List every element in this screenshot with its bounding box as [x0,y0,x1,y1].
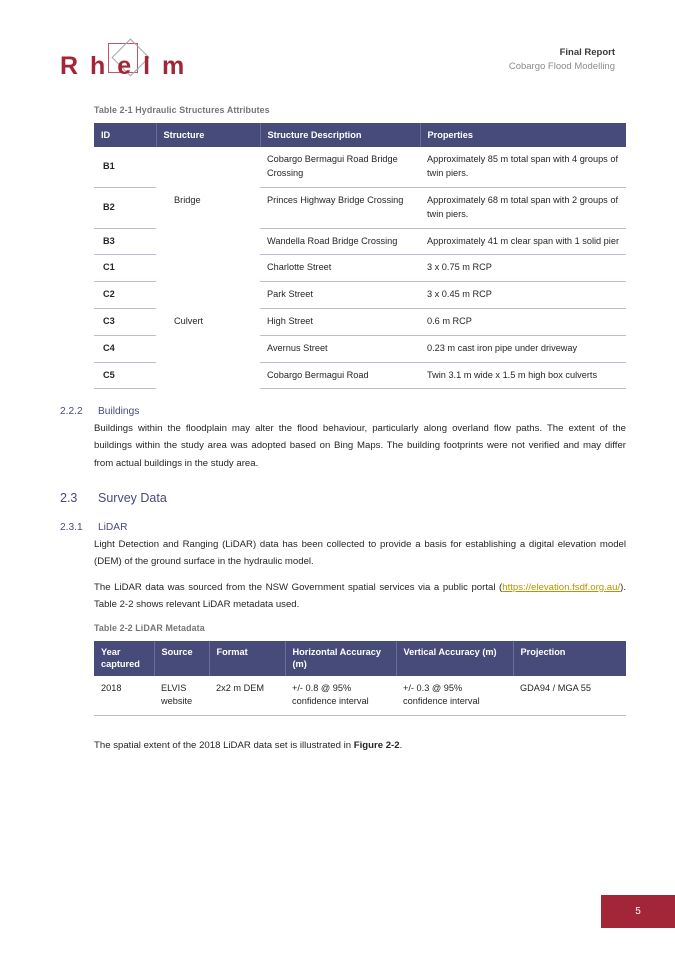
heading-title: Buildings [98,406,140,418]
cell-id: B3 [94,228,156,255]
rhelm-logo [60,42,210,86]
cell-properties: 0.6 m RCP [420,309,626,336]
table-2-2-caption: Table 2-2 LiDAR Metadata [94,622,205,633]
heading-buildings [60,406,626,417]
cell-properties: Approximately 68 m total span with 2 groups of twin piers. [420,188,626,229]
figure-reference: Figure 2-2 [353,740,400,752]
column-header-properties: Properties [420,123,626,147]
lidar-metadata-table [94,641,626,716]
cell-format: 2x2 m DEM [209,676,285,716]
cell-properties: 0.23 m cast iron pipe under driveway [420,335,626,362]
cell-id: C3 [94,309,156,336]
table-row [94,255,626,282]
cell-id: C2 [94,282,156,309]
cell-id: C4 [94,335,156,362]
cell-properties: 3 x 0.75 m RCP [420,255,626,282]
heading-number: 2.3 [60,490,78,505]
page-header [60,36,615,86]
heading-lidar [60,522,626,533]
header-report-info [509,46,615,74]
paragraph-lidar-2-prefix: The LiDAR data was sourced from the NSW Government spatial services via a public portal ( [94,581,503,593]
cell-description: Princes Highway Bridge Crossing [260,188,420,229]
column-header-vertical-accuracy: Vertical Accuracy (m) [396,641,513,676]
column-header-horizontal-accuracy: Horizontal Accuracy (m) [285,641,396,676]
cell-id: B2 [94,188,156,229]
heading-title: LiDAR [98,521,128,533]
cell-properties: 3 x 0.45 m RCP [420,282,626,309]
cell-description: Wandella Road Bridge Crossing [260,228,420,255]
report-title: Final Report [559,47,615,58]
cell-projection: GDA94 / MGA 55 [513,676,626,716]
cell-structure-culvert: Culvert [174,316,204,326]
cell-horizontal-accuracy: +/- 0.8 @ 95% confidence interval [285,676,396,716]
table-row [94,147,626,187]
cell-description: Park Street [260,282,420,309]
cell-year: 2018 [94,676,154,716]
column-header-format: Format [209,641,285,676]
cell-id: B1 [94,147,156,187]
cell-id: C1 [94,255,156,282]
paragraph-lidar-2-suffix: ). Table 2-2 shows relevant LiDAR metadata used. [94,581,626,610]
column-header-structure: Structure [156,123,260,147]
table-header-row [94,123,626,147]
column-header-year-captured: Year captured [94,641,154,676]
closing-prefix: The spatial extent of the 2018 LiDAR data set is illustrated in [94,740,354,752]
heading-title: Survey Data [98,490,167,505]
column-header-id: ID [94,123,156,147]
logo-wordmark: R h e l m [60,52,187,80]
cell-source: ELVIS website [154,676,209,716]
cell-vertical-accuracy: +/- 0.3 @ 95% confidence interval [396,676,513,716]
table-2-1-caption: Table 2-1 Hydraulic Structures Attributes [94,105,270,115]
cell-description: Cobargo Bermagui Road [260,362,420,389]
heading-survey-data [60,491,626,505]
cell-properties: Approximately 85 m total span with 4 groups of twin piers. [420,147,626,187]
heading-number: 2.3.1 [60,521,83,533]
column-header-projection: Projection [513,641,626,676]
page-number-badge: 5 [601,895,675,928]
heading-number: 2.2.2 [60,406,83,418]
paragraph-lidar-1: Light Detection and Ranging (LiDAR) data has been collected to provide a basis for establishing a digital elevation model (DEM) of the ground surface in the hydraulic model. [94,538,626,567]
document-content [60,105,626,764]
paragraph-buildings: Buildings within the floodplain may alter the flood behaviour, particularly along overland flow paths. The extent of the buildings within the study area was adopted based on Bing Maps. The building footprints were not verified and may differ from actual buildings in the study area. [94,423,626,469]
closing-suffix: . [399,740,403,752]
table-row [94,676,626,716]
paragraph-lidar-2 [94,579,626,613]
cell-description: Cobargo Bermagui Road Bridge Crossing [260,147,420,187]
report-subtitle: Cobargo Flood Modelling [508,60,615,72]
elevation-portal-link[interactable]: https://elevation.fsdf.org.au/ [502,581,621,593]
paragraph-closing [94,737,626,754]
column-header-source: Source [154,641,209,676]
cell-properties: Twin 3.1 m wide x 1.5 m high box culverts [420,362,626,389]
column-header-structure-description: Structure Description [260,123,420,147]
cell-properties: Approximately 41 m clear span with 1 solid pier [420,228,626,255]
cell-description: Charlotte Street [260,255,420,282]
cell-id: C5 [94,362,156,389]
cell-description: High Street [260,309,420,336]
cell-structure-bridge: Bridge [174,195,201,206]
cell-description: Avernus Street [260,335,420,362]
hydraulic-structures-table [94,123,626,389]
table-header-row [94,641,626,676]
